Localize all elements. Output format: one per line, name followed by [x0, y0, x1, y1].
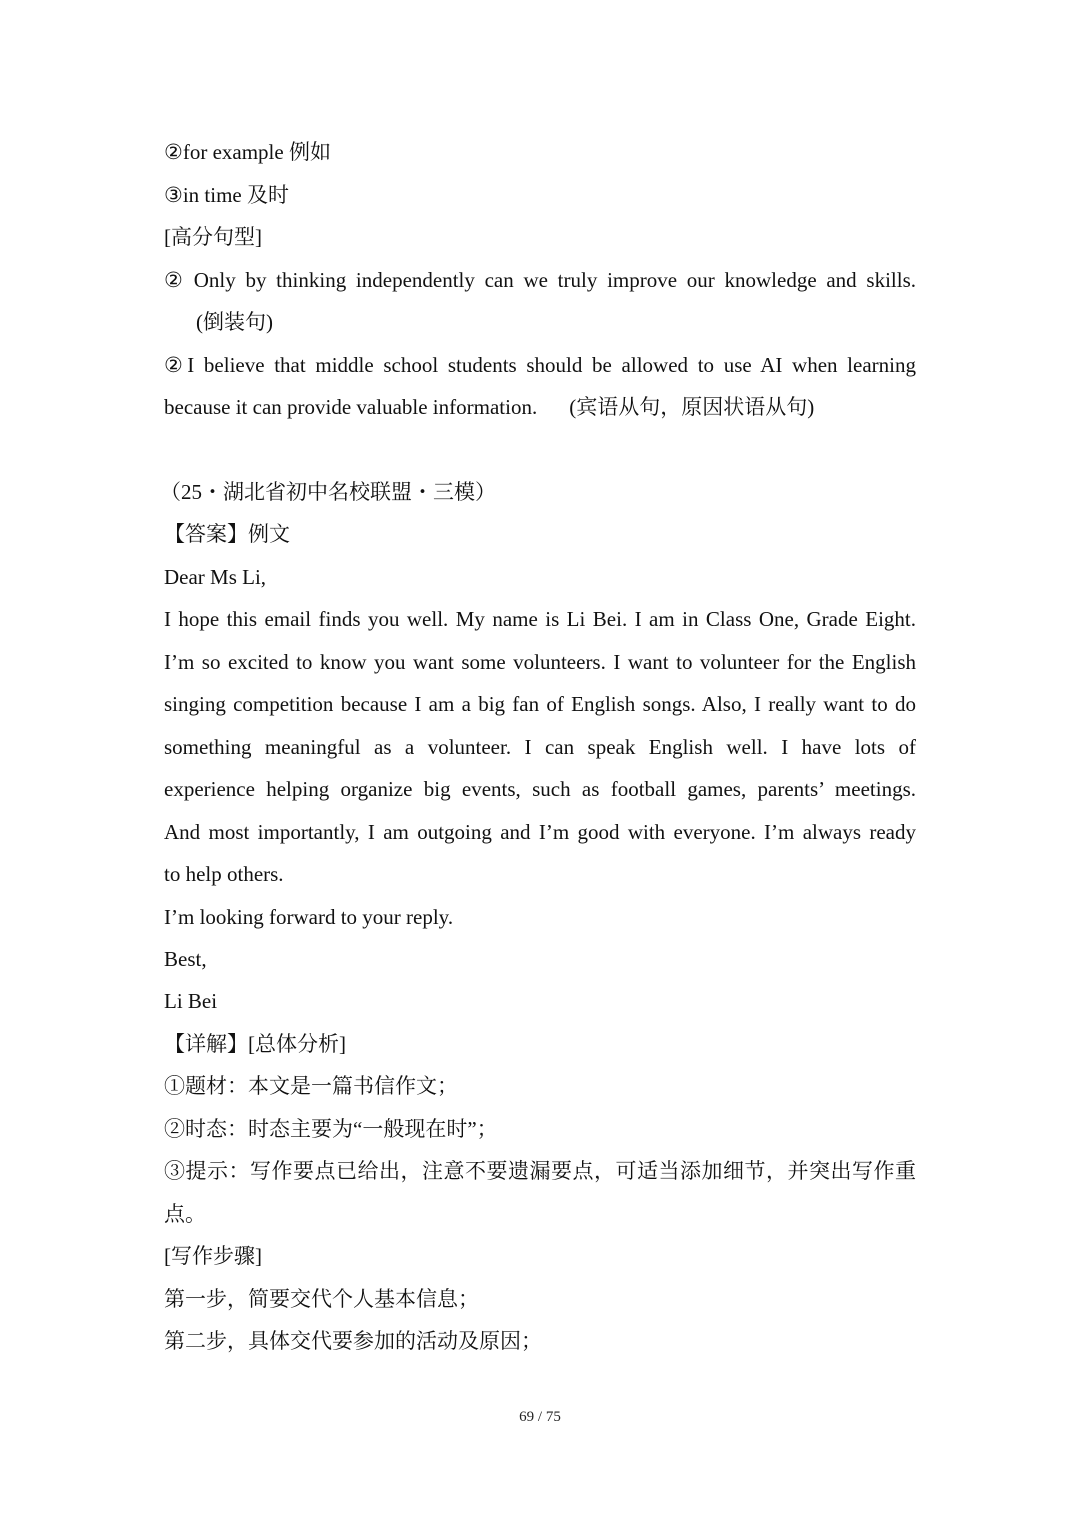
answer-label: 【答案】例文: [164, 522, 290, 546]
sentence-2-text: because it can provide valuable information.: [164, 395, 538, 419]
writing-steps-header: [写作步骤]: [164, 1244, 262, 1268]
vocab-item-in-time: ③in time 及时: [164, 183, 289, 207]
vocab-item-for-example: ②for example 例如: [164, 140, 331, 164]
analysis-header: 【详解】[总体分析]: [164, 1032, 346, 1056]
sentence-2-line-2: [164, 392, 916, 422]
question-source: （25・湖北省初中名校联盟・三模）: [160, 480, 496, 504]
letter-body-line: And most importantly, I am outgoing and I’m good with everyone. I’m always ready: [164, 820, 916, 844]
analysis-item-tips-line-1: ③提示：写作要点已给出，注意不要遗漏要点，可适当添加细节，并突出写作重: [164, 1159, 916, 1183]
sentence-1-number: ②: [164, 268, 183, 292]
writing-step-1: 第一步，简要交代个人基本信息；: [164, 1287, 479, 1311]
letter-closing-line: I’m looking forward to your reply.: [164, 905, 454, 929]
sentence-1-note: (倒装句): [196, 310, 273, 334]
letter-body-line: I’m so excited to know you want some volunteers. I want to volunteer for the English: [164, 650, 916, 674]
sentence-2-line-1: ②I believe that middle school students should be allowed to use AI when learning: [164, 353, 916, 377]
sentence-1-text: Only by thinking independently can we truly improve our knowledge and skills.: [193, 268, 917, 292]
analysis-item-tips-line-2: 点。: [164, 1202, 206, 1226]
letter-body-line: I hope this email finds you well. My name is Li Bei. I am in Class One, Grade Eight.: [164, 607, 916, 631]
letter-body-line: experience helping organize big events, such as football games, parents’ meetings.: [164, 777, 916, 801]
writing-step-2: 第二步，具体交代要参加的活动及原因；: [164, 1329, 542, 1353]
letter-greeting: Dear Ms Li,: [164, 565, 267, 589]
analysis-item-topic: ①题材：本文是一篇书信作文；: [164, 1074, 458, 1098]
page-number: 69 / 75: [519, 1409, 561, 1425]
sentence-1: [164, 265, 916, 295]
letter-body-line: something meaningful as a volunteer. I can speak English well. I have lots of: [164, 735, 916, 759]
letter-body-line: singing competition because I am a big fan of English songs. Also, I really want to do: [164, 692, 916, 716]
letter-body-line: to help others.: [164, 862, 284, 886]
analysis-item-tense: ②时态：时态主要为“一般现在时”；: [164, 1117, 498, 1141]
sentence-2-note: (宾语从句，原因状语从句): [569, 395, 815, 419]
sentence-patterns-header: [高分句型]: [164, 225, 262, 249]
letter-signoff: Best,: [164, 947, 207, 971]
letter-signature: Li Bei: [164, 989, 218, 1013]
